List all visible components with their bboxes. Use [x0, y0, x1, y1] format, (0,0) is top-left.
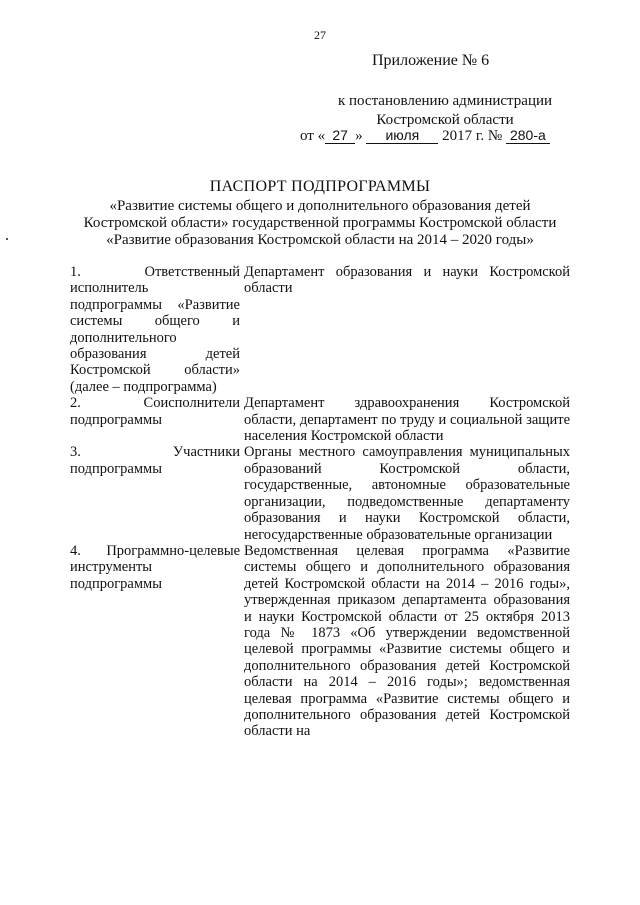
date-month: июля: [366, 127, 438, 144]
passport-table: [70, 264, 570, 740]
title-line-2: Костромской области» государственной программы Костромской области: [83, 215, 557, 231]
appendix-title: Приложение № 6: [372, 52, 490, 69]
passport-row: [70, 264, 570, 395]
row-value: Органы местного самоуправления муниципальных образований Костромской области, государственные, автономные образовательные организации, подведомственные департаменту образования и науки Костромской области, негосударственные образовательные организации: [244, 444, 570, 543]
decree-line-2: Костромской области: [376, 112, 514, 128]
date-year: 2017 г. №: [442, 128, 503, 144]
decree-line-1: к постановлению администрации: [337, 93, 553, 109]
date-prefix: от «: [300, 128, 326, 144]
row-value: Ведомственная целевая программа «Развитие системы общего и дополнительного образования детей Костромской области на 2014 – 2016 годы», утвержденная приказом департамента образования и науки Костромской области от 25 октября 2013 года № 1873 «Об утверждении ведомственной целевой программы «Развитие системы общего и дополнительного образования детей Костромской области на 2014 – 2016 годы»; ведомственная целевая программа «Развитие системы общего и дополнительного образования детей Костромской области на: [244, 542, 570, 740]
passport-row: [70, 543, 570, 740]
decree-date: [300, 125, 590, 147]
title-main: ПАСПОРТ ПОДПРОГРАММЫ: [209, 178, 431, 195]
scan-dot: [6, 238, 8, 240]
passport-row: [70, 395, 570, 444]
row-label: 3. Участники подпрограммы: [70, 444, 240, 477]
date-mid: »: [355, 128, 363, 144]
row-label: 4. Программно-целевые инструменты подпрограммы: [70, 542, 240, 592]
row-value: Департамент здравоохранения Костромской области, департамент по труду и социальной защите населения Костромской области: [244, 395, 570, 445]
page-number: 27: [314, 28, 326, 42]
title-line-3: «Развитие образования Костромской области на 2014 – 2020 годы»: [106, 232, 534, 248]
passport-row: [70, 444, 570, 542]
document-title: [60, 178, 580, 249]
title-line-1: «Развитие системы общего и дополнительного образования детей: [109, 198, 531, 214]
date-day: 27: [325, 127, 355, 144]
decree-number: 280-а: [506, 127, 550, 144]
row-label: 1. Ответственный исполнитель подпрограммы «Развитие системы общего и дополнительного образования детей Костромской области» (далее – подпрограмма): [70, 264, 240, 395]
row-value: Департамент образования и науки Костромской области: [244, 264, 570, 297]
row-label: 2. Соисполнители подпрограммы: [70, 395, 240, 428]
